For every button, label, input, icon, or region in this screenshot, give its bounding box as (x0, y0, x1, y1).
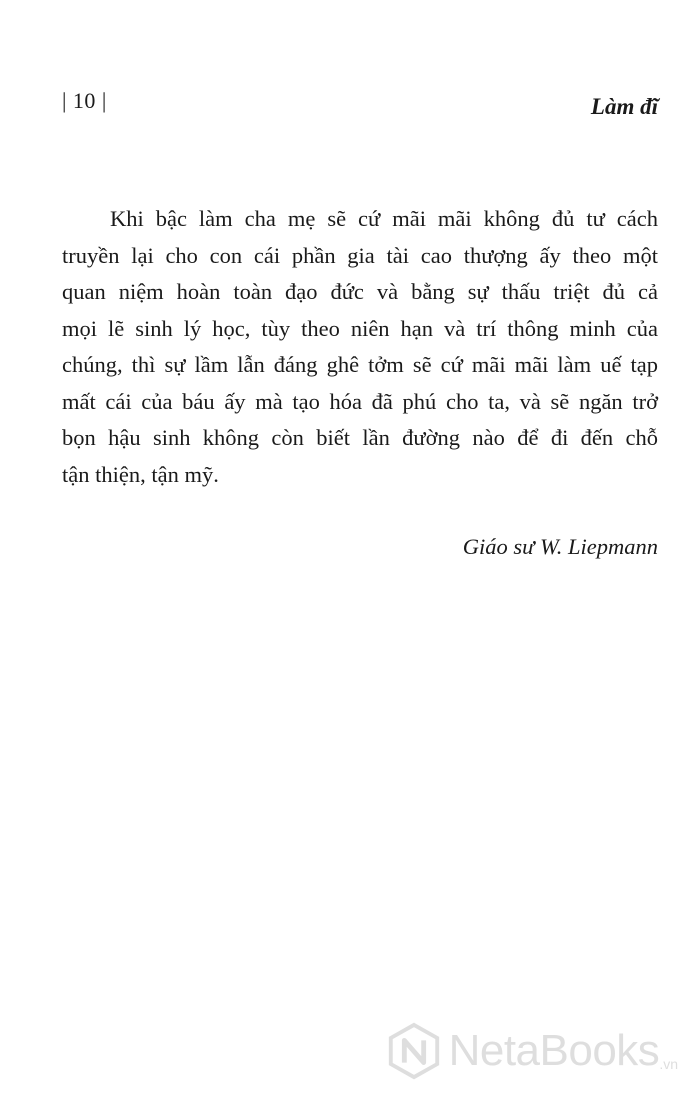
attribution: Giáo sư W. Liepmann (462, 534, 658, 559)
watermark (385, 1022, 678, 1080)
paragraph-line: mất cái của báu ấy mà tạo hóa đã phú cho ta, và sẽ ngăn trở (62, 388, 658, 414)
paragraph-line: tận thiện, tận mỹ. (62, 461, 219, 487)
watermark-suffix: .vn (659, 1056, 678, 1072)
netabooks-logo-icon (385, 1022, 443, 1080)
page-number: | 10 | (62, 88, 107, 113)
paragraph-line: bọn hậu sinh không còn biết lần đường nào để đi đến chỗ (62, 425, 658, 450)
paragraph-line: quan niệm hoàn toàn đạo đức và bằng sự thấu triệt đủ cả (62, 279, 658, 304)
running-title: Làm đĩ (590, 94, 658, 119)
paragraph-line: truyền lại cho con cái phần gia tài cao thượng ấy theo một (62, 242, 658, 268)
paragraph-line: mọi lẽ sinh lý học, tùy theo niên hạn và trí thông minh của (62, 315, 658, 341)
watermark-brand: NetaBooks (448, 1026, 660, 1075)
paragraph-line: chúng, thì sự lầm lẫn đáng ghê tởm sẽ cứ mãi mãi làm uế tạp (62, 352, 658, 377)
paragraph-line: Khi bậc làm cha mẹ sẽ cứ mãi mãi không đủ tư cách (110, 206, 658, 231)
body-paragraph (62, 201, 658, 493)
